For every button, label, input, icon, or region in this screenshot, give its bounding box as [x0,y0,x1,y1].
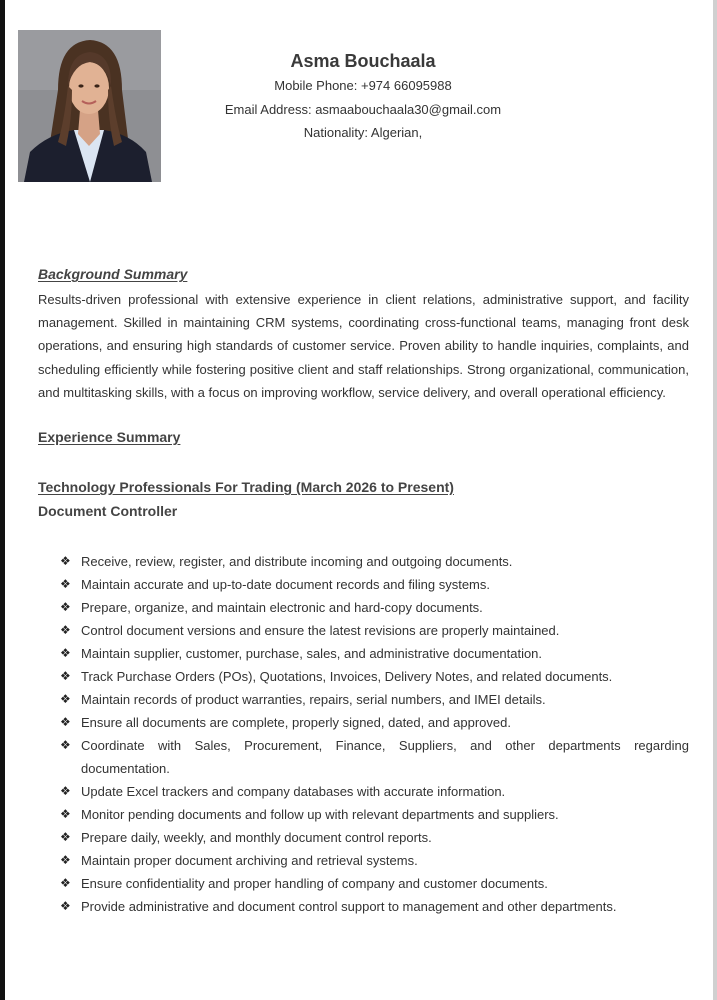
contact-header [170,48,556,145]
diamond-bullet-icon: ❖ [60,669,71,683]
diamond-bullet-icon: ❖ [60,876,71,890]
diamond-bullet-icon: ❖ [60,853,71,867]
diamond-bullet-icon: ❖ [60,692,71,706]
candidate-name: Asma Bouchaala [290,51,436,71]
list-item: ❖ Prepare, organize, and maintain electronic and hard-copy documents. [60,596,689,619]
list-item: ❖ Prepare daily, weekly, and monthly document control reports. [60,826,689,849]
diamond-bullet-icon: ❖ [60,784,71,798]
diamond-bullet-icon: ❖ [60,554,71,568]
mobile-phone: Mobile Phone: +974 66095988 [274,78,452,93]
diamond-bullet-icon: ❖ [60,738,71,752]
list-item: ❖ Maintain proper document archiving and retrieval systems. [60,849,689,872]
list-item: ❖ Provide administrative and document control support to management and other departments. [60,895,689,918]
diamond-bullet-icon: ❖ [60,577,71,591]
list-item: ❖ Maintain records of product warranties, repairs, serial numbers, and IMEI details. [60,688,689,711]
page-left-edge [0,0,5,1000]
list-item: ❖ Receive, review, register, and distribute incoming and outgoing documents. [60,550,689,573]
background-summary-text: Results-driven professional with extensive experience in client relations, administrative support, and facility management. Skilled in maintaining CRM systems, coordinating cross-functional teams, managing front desk operations, and ensuring high standards of customer service. Proven ability to handle inquiries, complaints, and scheduling efficiently while fostering positive client and staff relationships. Strong organizational, communication, and multitasking skills, with a focus on improving workflow, service delivery, and overall operational efficiency. [38,292,689,400]
list-item: ❖ Ensure all documents are complete, properly signed, dated, and approved. [60,711,689,734]
diamond-bullet-icon: ❖ [60,646,71,660]
duties-list [60,550,689,918]
list-item: ❖ Maintain accurate and up-to-date document records and filing systems. [60,573,689,596]
list-item: ❖ Ensure confidentiality and proper handling of company and customer documents. [60,872,689,895]
experience-summary-heading: Experience Summary [38,429,181,445]
diamond-bullet-icon: ❖ [60,600,71,614]
list-item: ❖ Track Purchase Orders (POs), Quotations, Invoices, Delivery Notes, and related documents. [60,665,689,688]
nationality: Nationality: Algerian, [303,125,423,140]
list-item: ❖ Coordinate with Sales, Procurement, Finance, Suppliers, and other departments regarding documentation. [60,734,689,780]
list-item: ❖ Monitor pending documents and follow up with relevant departments and suppliers. [60,803,689,826]
list-item: ❖ Maintain supplier, customer, purchase, sales, and administrative documentation. [60,642,689,665]
job-title: Document Controller [38,503,178,519]
page-right-edge [713,0,717,1000]
diamond-bullet-icon: ❖ [60,899,71,913]
company-line: Technology Professionals For Trading (March 2026 to Present) [38,479,454,495]
profile-photo-illustration [18,30,161,182]
diamond-bullet-icon: ❖ [60,715,71,729]
profile-photo [18,30,161,182]
diamond-bullet-icon: ❖ [60,830,71,844]
email-address: Email Address: asmaabouchaala30@gmail.com [224,101,502,117]
background-summary-heading: Background Summary [38,266,188,282]
diamond-bullet-icon: ❖ [60,623,71,637]
list-item: ❖ Control document versions and ensure the latest revisions are properly maintained. [60,619,689,642]
list-item: ❖ Update Excel trackers and company databases with accurate information. [60,780,689,803]
diamond-bullet-icon: ❖ [60,807,71,821]
